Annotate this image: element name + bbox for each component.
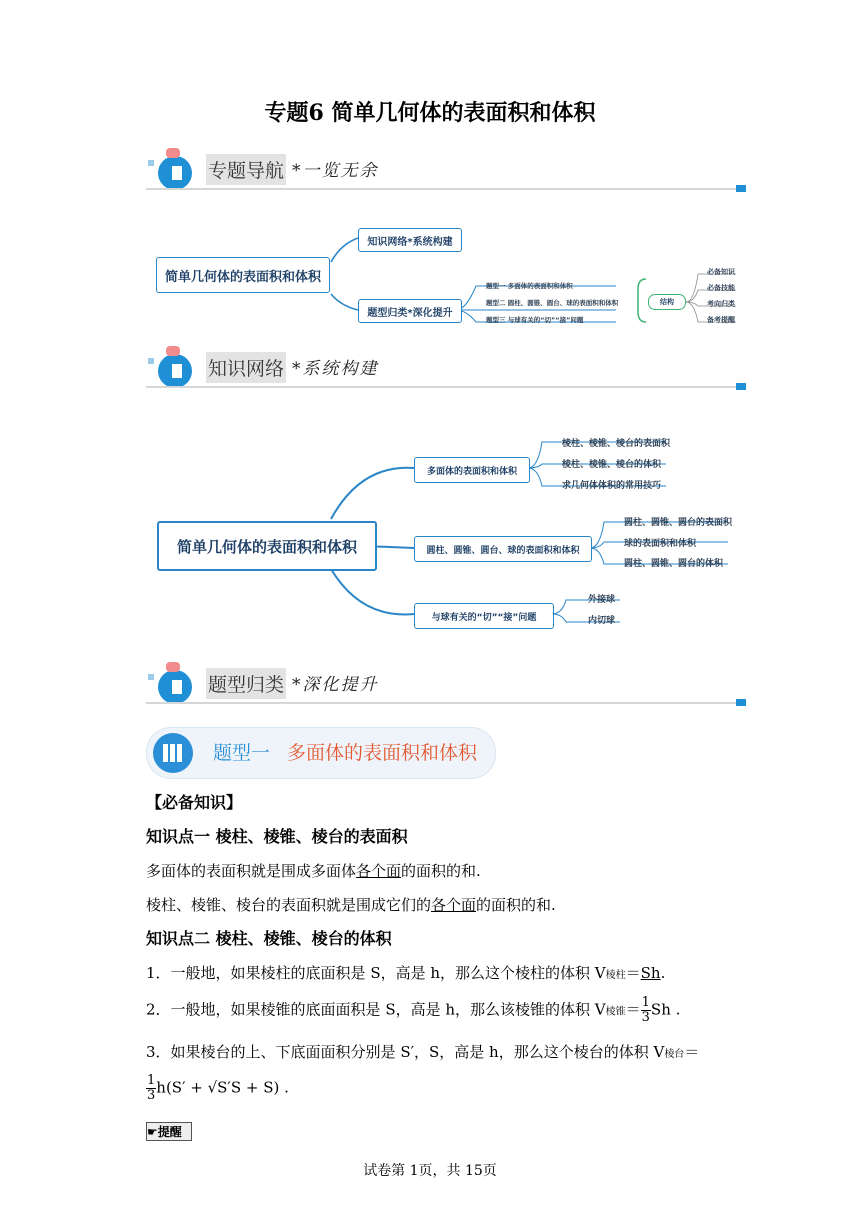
- hand-icon: ☛: [147, 1125, 158, 1139]
- mindmap-leaf: 必备知识: [707, 268, 735, 276]
- section-highlight: 知识网络: [206, 352, 286, 383]
- mindmap-leaf: 球的表面积和体积: [624, 539, 697, 549]
- section-highlight: 专题导航: [206, 154, 286, 185]
- mindmap-leaf: 题型一 多面体的表面积和体积: [486, 282, 573, 290]
- section-subtitle: *深化提升: [292, 675, 379, 695]
- formula-prism: 1．一般地，如果棱柱的底面积是 S，高是 h，那么这个棱柱的体积 V棱柱＝Sh.: [146, 964, 666, 982]
- section-subtitle: *一览无余: [292, 161, 379, 181]
- knowledge-point-2: 知识点二 棱柱、棱锥、棱台的体积: [146, 929, 392, 948]
- mindmap-leaf: 考向归类: [707, 300, 735, 308]
- mindmap-leaf: 必备技能: [707, 284, 735, 292]
- divider: [146, 702, 746, 704]
- divider-marker: [736, 383, 746, 390]
- knowledge-point-1: 知识点一 棱柱、棱锥、棱台的表面积: [146, 827, 408, 846]
- formula-frustum-expr: $\frac{1}{3}$ h(S′ + √S′S + S) .: [147, 1073, 289, 1103]
- mindmap-leaf: 题型二 圆柱、圆锥、圆台、球的表面积和体积: [486, 299, 619, 307]
- mindmap-root: 简单几何体的表面积和体积: [157, 521, 377, 571]
- mindmap-leaf: 备考提醒: [707, 316, 735, 324]
- section-subtitle: *系统构建: [292, 359, 379, 379]
- heading-must-know: 【必备知识】: [146, 793, 243, 812]
- divider-marker: [736, 185, 746, 192]
- paragraph: 棱柱、棱锥、棱台的表面积就是围成它们的各个面的面积的和.: [146, 896, 556, 914]
- mindmap-struct: 结构: [648, 294, 686, 310]
- books-icon: [153, 733, 193, 773]
- page-title: 专题6 简单几何体的表面积和体积: [264, 100, 596, 126]
- topic-banner: [146, 727, 496, 779]
- paragraph: 多面体的表面积就是围成多面体各个面的面积的和.: [146, 862, 481, 880]
- divider-marker: [736, 699, 746, 706]
- mindmap-leaf: 内切球: [588, 616, 616, 626]
- mindmap-leaf: 棱柱、棱锥、棱台的体积: [562, 460, 662, 470]
- banner-topic: 多面体的表面积和体积: [287, 742, 478, 764]
- mindmap-branch: 圆柱、圆锥、圆台、球的表面积和体积: [414, 536, 592, 562]
- section-header-nav: [146, 146, 746, 196]
- mindmap-leaf: 圆柱、圆锥、圆台的表面积: [624, 518, 733, 528]
- mindmap-leaf: 棱柱、棱锥、棱台的表面积: [562, 439, 671, 449]
- section-highlight: 题型归类: [206, 668, 286, 699]
- mindmap-branch: 与球有关的“切”“接”问题: [414, 603, 554, 629]
- section-header-types: [146, 660, 746, 710]
- formula-pyramid: 2．一般地，如果棱锥的底面面积是 S，高是 h，那么该棱锥的体积 V棱锥＝ $\frac{1}{3}$ Sh .: [146, 995, 681, 1025]
- section-header-network: [146, 344, 746, 394]
- mindmap-leaf: 外接球: [588, 595, 616, 605]
- page-footer: 试卷第 1页，共 15页: [363, 1163, 497, 1179]
- mindmap-branch: 知识网络*系统构建: [358, 228, 462, 252]
- mindmap-leaf: 题型三 与球有关的“切”“接”问题: [486, 316, 584, 324]
- mindmap-branch: 多面体的表面积和体积: [414, 457, 530, 483]
- formula-frustum: 3．如果棱台的上、下底面面积分别是 S′，S，高是 h，那么这个棱台的体积 V棱台＝: [146, 1043, 700, 1061]
- divider: [146, 188, 746, 190]
- divider: [146, 386, 746, 388]
- mindmap-leaf: 圆柱、圆锥、圆台的体积: [624, 559, 724, 569]
- mindmap-branch: 题型归类*深化提升: [358, 299, 462, 323]
- mindmap-leaf: 求几何体体积的常用技巧: [562, 481, 662, 491]
- banner-label: 题型一: [213, 742, 271, 764]
- tip-label: ☛提醒: [146, 1122, 192, 1141]
- mindmap-root: 简单几何体的表面积和体积: [156, 257, 330, 293]
